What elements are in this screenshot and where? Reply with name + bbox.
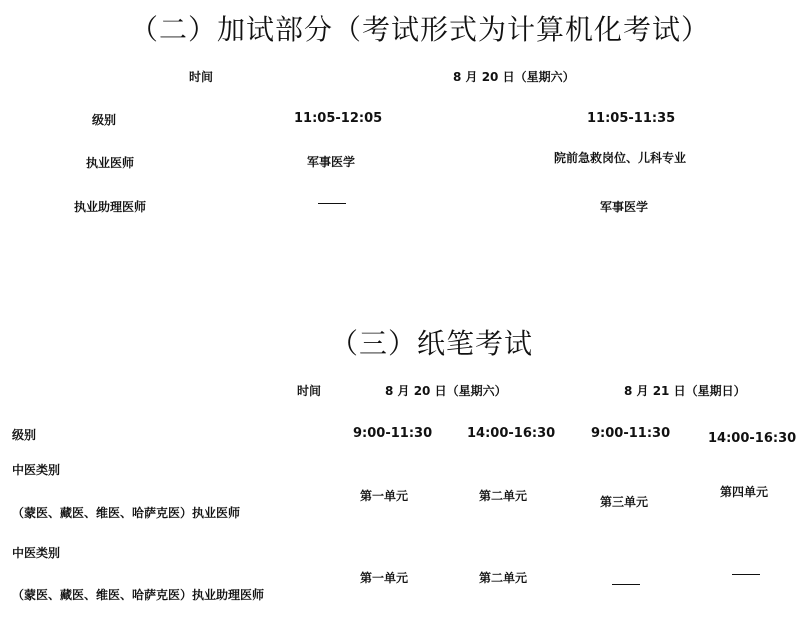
section3-title: （三）纸笔考试 — [330, 327, 534, 360]
s3-row1-unit-4: 第四单元 — [720, 485, 769, 499]
s2-level-label: 级别 — [92, 113, 117, 127]
s2-slot2: 11:05-11:35 — [587, 111, 676, 126]
s3-slot-1: 9:00-11:30 — [353, 426, 433, 441]
s3-row2-unit-1: 第一单元 — [360, 571, 409, 585]
s3-row2-unit-3-dash — [612, 584, 640, 585]
s2-row1-label: 执业医师 — [86, 156, 135, 170]
s3-row1-unit-2: 第二单元 — [479, 489, 528, 503]
s3-row2-unit-2: 第二单元 — [479, 571, 528, 585]
s3-slot-4: 14:00-16:30 — [708, 431, 797, 446]
s3-slot-3: 9:00-11:30 — [591, 426, 671, 441]
s2-row2-label: 执业助理医师 — [74, 200, 147, 214]
s3-row1-label-line1: 中医类别 — [12, 463, 61, 477]
s2-slot1: 11:05-12:05 — [294, 111, 383, 126]
s2-row2-slot1-dash — [318, 203, 346, 204]
s3-header-time: 时间 — [297, 384, 322, 398]
s2-row2-slot2: 军事医学 — [600, 200, 649, 214]
s2-row1-slot1: 军事医学 — [307, 155, 356, 169]
s3-row2-unit-4-dash — [732, 574, 760, 575]
s3-date1: 8 月 20 日（星期六） — [385, 384, 507, 398]
section2-title: （二）加试部分（考试形式为计算机化考试） — [130, 13, 711, 46]
s2-row1-slot2: 院前急救岗位、儿科专业 — [554, 151, 687, 165]
s3-row1-label-line2: （蒙医、藏医、维医、哈萨克医）执业医师 — [12, 506, 241, 520]
s3-row2-label-line2: （蒙医、藏医、维医、哈萨克医）执业助理医师 — [12, 588, 265, 602]
s3-slot-2: 14:00-16:30 — [467, 426, 556, 441]
s2-header-time: 时间 — [189, 70, 214, 84]
s3-level-label: 级别 — [12, 428, 37, 442]
s3-row1-unit-1: 第一单元 — [360, 489, 409, 503]
s3-row2-label-line1: 中医类别 — [12, 546, 61, 560]
s3-row1-unit-3: 第三单元 — [600, 495, 649, 509]
s3-date2: 8 月 21 日（星期日） — [624, 384, 746, 398]
s2-header-date: 8 月 20 日（星期六） — [453, 70, 575, 84]
